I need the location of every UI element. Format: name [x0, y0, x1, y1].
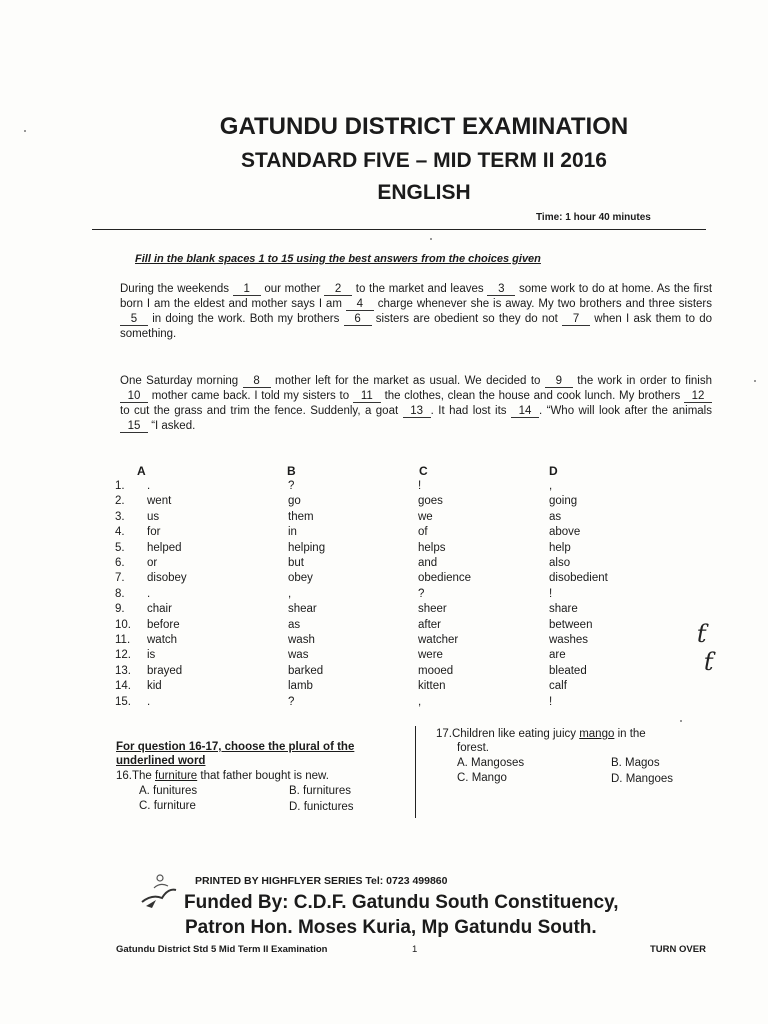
exam-time: Time: 1 hour 40 minutes	[536, 212, 651, 223]
choice-option-a: .	[147, 480, 151, 492]
q16-stem	[116, 770, 329, 782]
choice-option-b: ,	[288, 587, 292, 600]
choice-option-a: .	[147, 587, 151, 600]
choice-option-a: chair	[147, 603, 172, 616]
choice-option-c: obedience	[418, 572, 472, 585]
choice-option-b: ?	[288, 480, 295, 492]
passage-text: the clothes, clean the house and cook lunch. My brothers	[380, 390, 684, 402]
question-divider	[415, 726, 416, 818]
choice-option-b: ?	[288, 695, 295, 708]
header-divider	[92, 229, 706, 230]
choice-option-d: are	[549, 649, 566, 662]
blank-12: 12	[684, 390, 712, 403]
blank-10: 10	[120, 390, 148, 403]
choice-number: 12.	[115, 649, 131, 662]
choice-option-b: was	[288, 649, 309, 662]
choice-option-b: but	[288, 557, 304, 569]
choice-number: 11.	[115, 634, 131, 646]
passage-paragraph-1	[120, 282, 712, 342]
q16-option-d: D. funictures	[289, 801, 354, 813]
blank-2: 2	[324, 283, 352, 296]
choice-option-c: watcher	[418, 634, 459, 646]
exam-subject: ENGLISH	[377, 181, 471, 204]
blank-1: 1	[233, 283, 261, 296]
q17-option-d: D. Mangoes	[611, 773, 674, 785]
choice-number: 7.	[115, 572, 125, 585]
blank-11: 11	[353, 390, 381, 403]
choice-number: 10.	[115, 618, 131, 631]
blank-13: 13	[403, 405, 431, 418]
column-header-b: B	[287, 464, 296, 478]
choice-option-c: helps	[418, 541, 446, 554]
passage-text: mother came back. I told my sisters to	[148, 390, 353, 402]
choice-option-a: or	[147, 557, 158, 569]
choice-number: 1.	[115, 480, 125, 492]
choice-option-a: .	[147, 695, 151, 708]
choice-number: 3.	[115, 510, 125, 523]
choice-option-c: were	[418, 649, 443, 662]
turn-over: TURN OVER	[650, 944, 706, 955]
choice-option-d: !	[549, 695, 553, 708]
passage-text: . “Who will look after the animals	[538, 405, 712, 417]
q16-option-b: B. furnitures	[289, 785, 351, 797]
blank-6: 6	[344, 313, 372, 326]
footer-left: Gatundu District Std 5 Mid Term II Examination	[116, 944, 328, 955]
q16-instruction-line1: For question 16-17, choose the plural of the	[116, 741, 355, 753]
q16-underlined-word: furniture	[155, 770, 198, 782]
choice-option-a: watch	[147, 634, 178, 646]
choice-option-a: for	[147, 526, 161, 539]
q16-stem-pre: 16.The	[116, 770, 155, 782]
choice-number: 13.	[115, 664, 131, 677]
choice-option-a: before	[147, 618, 180, 631]
choice-option-c: after	[418, 618, 442, 631]
choice-option-d: between	[549, 618, 593, 631]
choice-option-d: calf	[549, 680, 567, 693]
passage-text: During the weekends	[120, 283, 233, 295]
choice-option-b: lamb	[288, 680, 313, 693]
printed-by: PRINTED BY HIGHFLYER SERIES Tel: 0723 499860	[195, 875, 448, 887]
choice-option-d: help	[549, 541, 571, 554]
column-header-c: C	[419, 464, 428, 478]
choice-option-a: helped	[147, 541, 182, 554]
choice-option-d: going	[549, 495, 578, 508]
choice-option-c: mooed	[418, 664, 454, 677]
passage-text: when I ask them to do something.	[120, 313, 712, 340]
blank-5: 5	[120, 313, 148, 326]
passage-text: charge whenever she is away. My two brothers and three sisters	[373, 298, 713, 310]
choice-number: 14.	[115, 680, 131, 693]
choice-option-c: goes	[418, 495, 443, 508]
choice-option-d: washes	[549, 634, 588, 646]
choice-option-c: we	[418, 510, 433, 523]
blank-7: 7	[562, 313, 590, 326]
choice-option-b: wash	[288, 634, 315, 646]
publisher-logo-icon	[138, 868, 180, 910]
blank-9: 9	[545, 375, 573, 388]
passage-text: to the market and leaves	[352, 283, 488, 295]
choice-option-c: ,	[418, 695, 422, 708]
choice-option-a: went	[147, 495, 172, 508]
scan-speck	[24, 130, 26, 132]
choice-option-c: !	[418, 480, 422, 492]
passage-text: our mother	[260, 283, 325, 295]
choice-number: 9.	[115, 603, 125, 616]
scan-speck	[430, 238, 432, 240]
q17-option-b: B. Magos	[611, 757, 660, 769]
q17-stem-post: in the	[614, 728, 646, 740]
choice-option-d: share	[549, 603, 578, 616]
choice-number: 8.	[115, 587, 125, 600]
choice-option-c: sheer	[418, 603, 447, 616]
choice-option-d: also	[549, 557, 571, 569]
choice-option-d: !	[549, 587, 553, 600]
exam-title: GATUNDU DISTRICT EXAMINATION	[219, 113, 629, 140]
choice-option-d: above	[549, 526, 581, 539]
choice-option-a: disobey	[147, 572, 187, 585]
passage-text: to cut the grass and trim the fence. Suddenly, a goat	[120, 405, 403, 417]
blank-8: 8	[243, 375, 271, 388]
q16-option-c: C. furniture	[139, 800, 196, 812]
column-header-a: A	[137, 464, 146, 478]
scan-speck	[754, 380, 756, 382]
choice-number: 6.	[115, 557, 125, 569]
q16-instruction-line2: underlined word	[116, 755, 206, 767]
q17-option-c: C. Mango	[457, 772, 507, 784]
passage-text: “I asked.	[148, 420, 196, 432]
choice-option-c: kitten	[418, 680, 446, 693]
choice-option-d: bleated	[549, 664, 587, 677]
passage-text: mother left for the market as usual. We decided to	[270, 375, 545, 387]
choice-option-b: them	[288, 510, 314, 523]
choice-option-a: is	[147, 649, 156, 662]
passage-text: the work in order to finish	[572, 375, 712, 387]
choice-option-b: helping	[288, 541, 326, 554]
choice-option-c: ?	[418, 587, 425, 600]
handwritten-mark-2: ƭ	[704, 648, 714, 676]
blank-15: 15	[120, 420, 148, 433]
q17-option-a: A. Mangoses	[457, 757, 525, 769]
q17-stem	[436, 728, 646, 740]
choice-number: 15.	[115, 695, 131, 708]
choice-option-d: disobedient	[549, 572, 608, 585]
q17-underlined-word: mango	[579, 728, 615, 740]
choice-number: 5.	[115, 541, 125, 554]
blank-4: 4	[346, 298, 374, 311]
page-number: 1	[412, 944, 418, 955]
passage-text: sisters are obedient so they do not	[371, 313, 563, 325]
blank-3: 3	[487, 283, 515, 296]
choice-number: 2.	[115, 495, 125, 508]
passage-text: One Saturday morning	[120, 375, 243, 387]
passage-text: some work to do at home. As the first born I am the eldest and mother says I am	[120, 283, 713, 310]
choice-option-b: barked	[288, 664, 324, 677]
choice-option-b: obey	[288, 572, 313, 585]
passage-text: . It had lost its	[430, 405, 511, 417]
instruction: Fill in the blank spaces 1 to 15 using the best answers from the choices given	[135, 253, 541, 265]
choice-option-a: kid	[147, 680, 162, 693]
scan-speck	[680, 720, 682, 722]
exam-subtitle: STANDARD FIVE – MID TERM II 2016	[240, 149, 607, 172]
handwritten-mark-1: ƭ	[697, 620, 707, 648]
choice-number: 4.	[115, 526, 125, 539]
choice-option-a: brayed	[147, 664, 183, 677]
patron: Patron Hon. Moses Kuria, Mp Gatundu South.	[185, 917, 597, 938]
choice-option-d: ,	[549, 480, 553, 492]
q16-option-a: A. funitures	[139, 785, 198, 797]
choice-option-b: in	[288, 526, 297, 539]
q17-stem-line2: forest.	[457, 742, 489, 754]
choice-option-c: and	[418, 557, 438, 569]
q17-stem-pre: 17.Children like eating juicy	[436, 728, 580, 740]
choice-option-a: us	[147, 510, 160, 523]
choice-option-b: as	[288, 618, 301, 631]
choice-option-c: of	[418, 526, 428, 539]
choice-option-b: go	[288, 495, 301, 508]
column-header-d: D	[549, 464, 558, 478]
funded-by: Funded By: C.D.F. Gatundu South Constituency,	[184, 892, 619, 913]
choice-option-d: as	[549, 510, 562, 523]
q16-stem-post: that father bought is new.	[197, 770, 329, 782]
passage-text: in doing the work. Both my brothers	[148, 313, 344, 325]
choice-option-b: shear	[288, 603, 317, 616]
passage-paragraph-2	[120, 374, 712, 434]
blank-14: 14	[511, 405, 539, 418]
